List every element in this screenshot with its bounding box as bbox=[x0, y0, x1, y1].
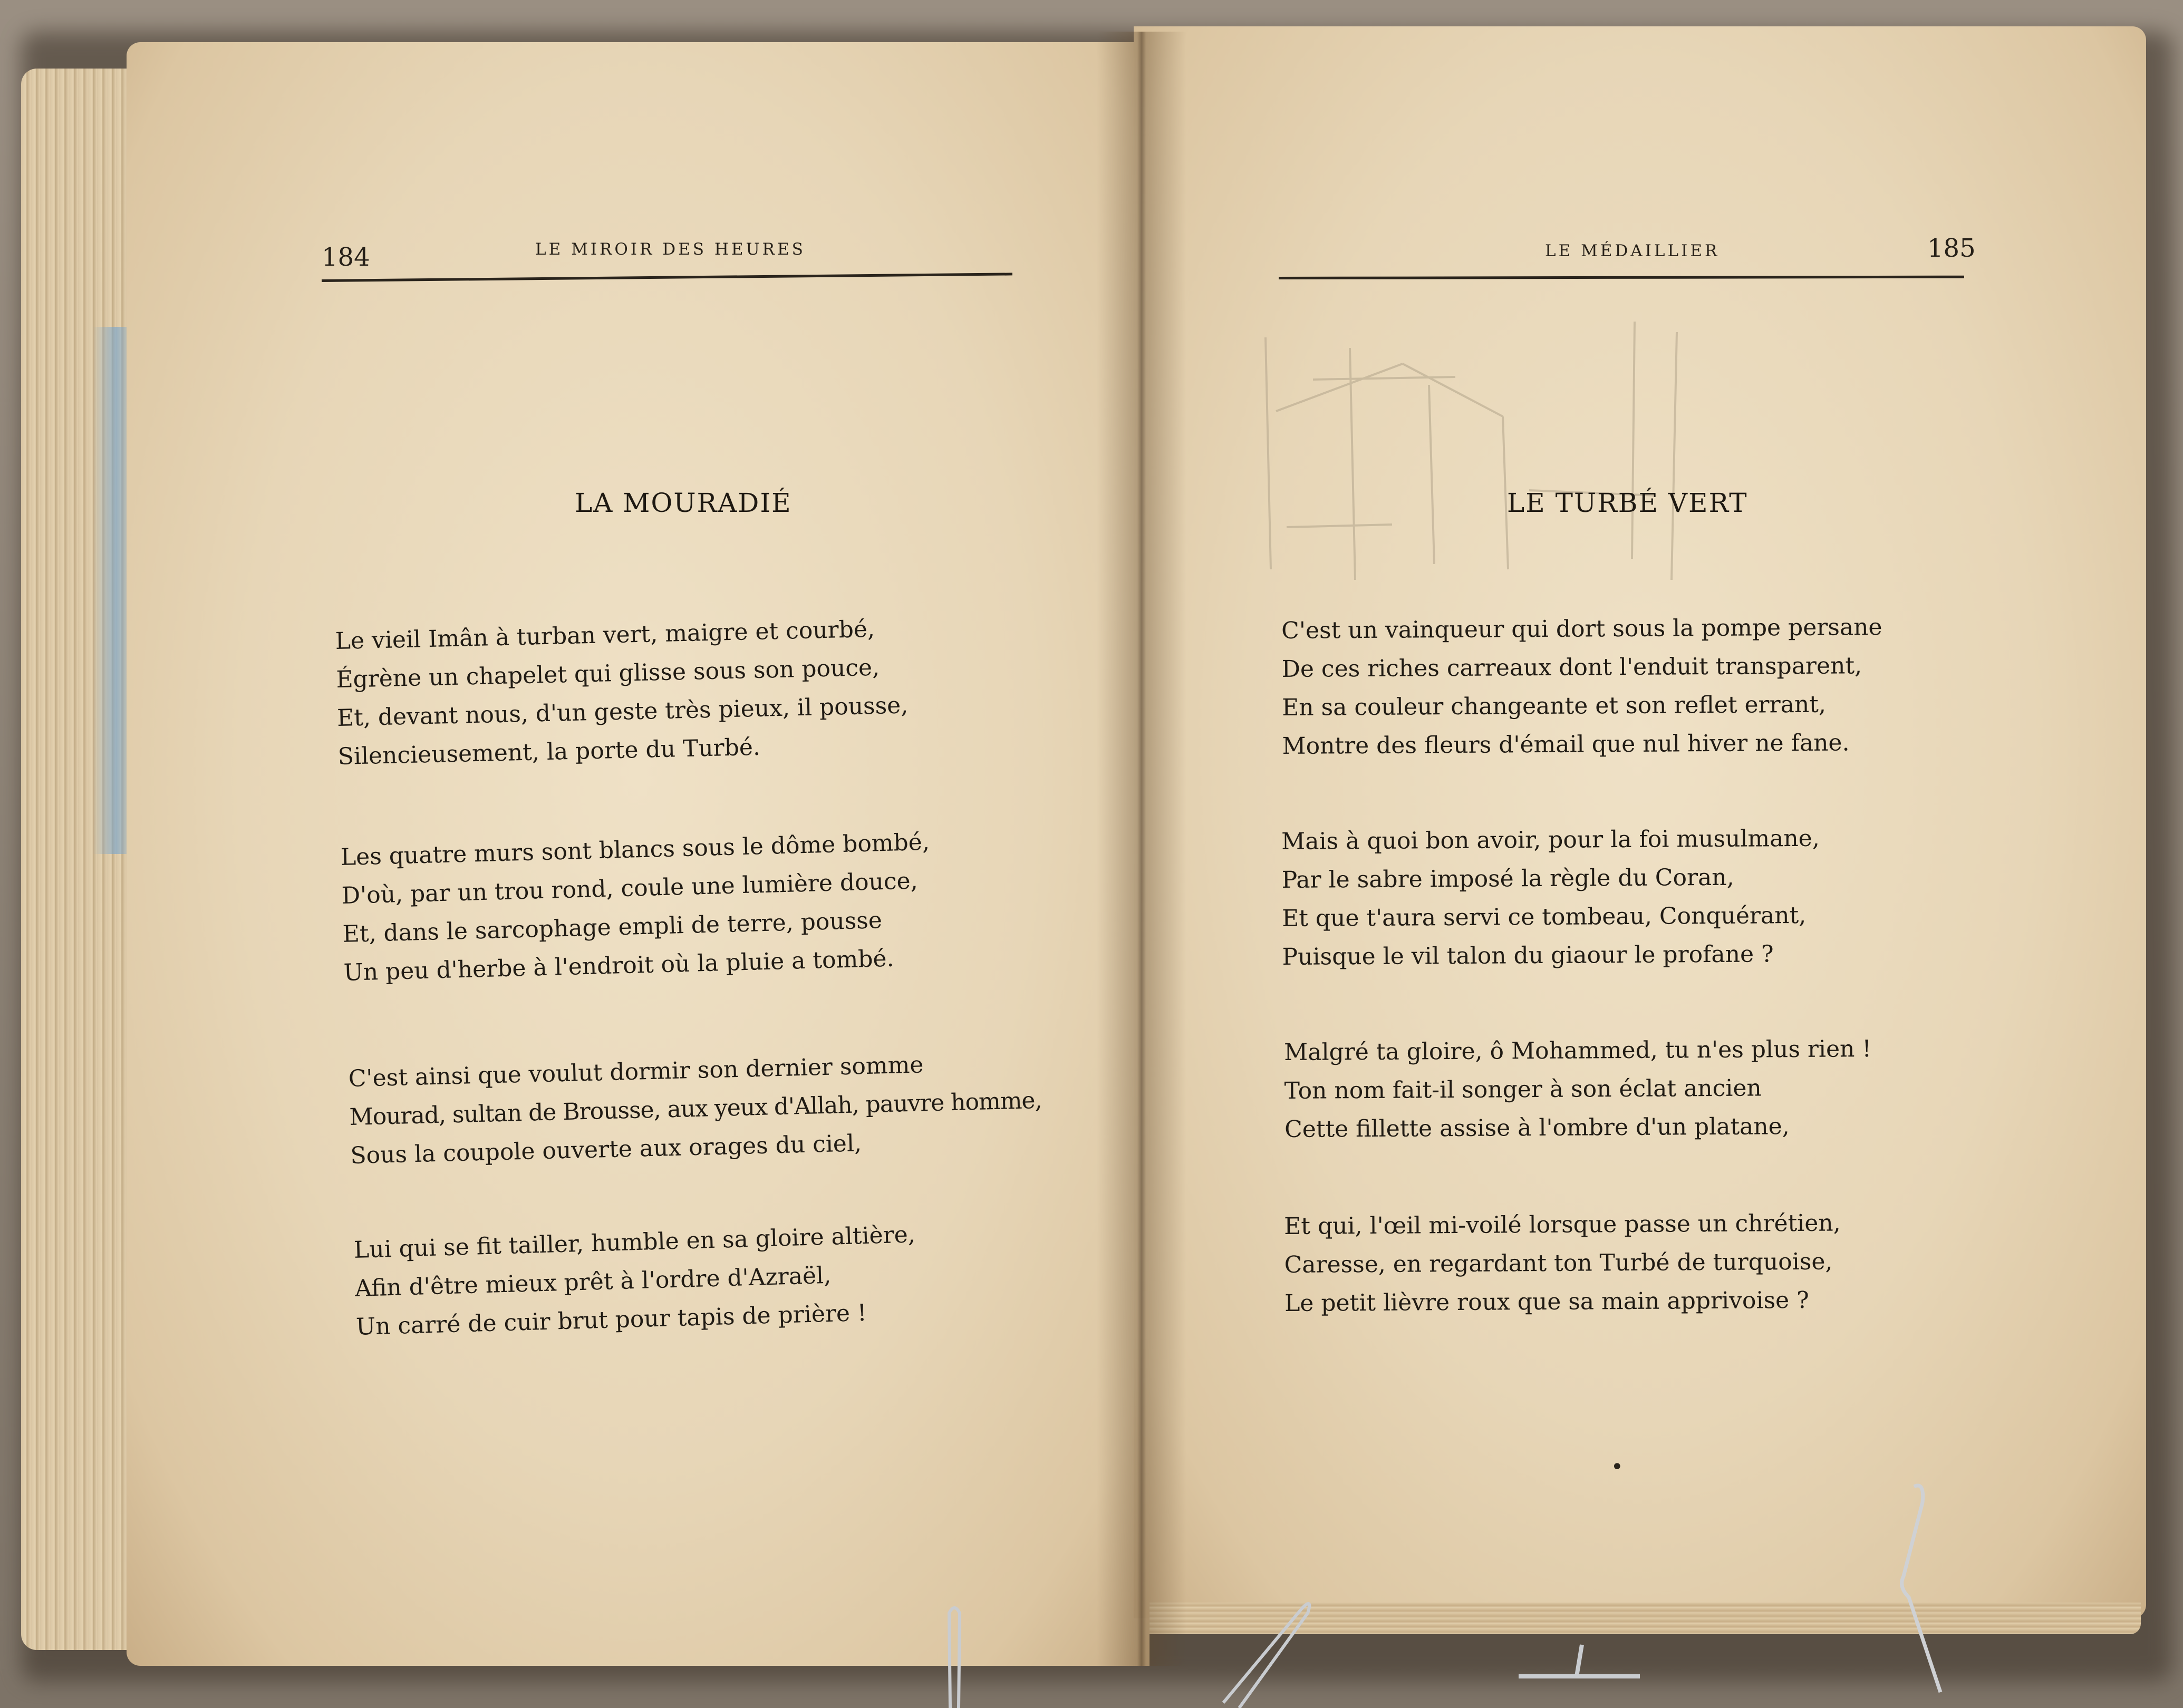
verse-line: Sous la coupole ouverte aux orages du ciel, bbox=[350, 1130, 862, 1169]
verse-line: Un carré de cuir brut pour tapis de prière ! bbox=[355, 1299, 867, 1341]
verse-line: De ces riches carreaux dont l'enduit transparent, bbox=[1281, 652, 1862, 683]
verse-line: Cette fillette assise à l'ombre d'un platane, bbox=[1284, 1113, 1790, 1143]
verse-line: Malgré ta gloire, ô Mohammed, tu n'es plus rien ! bbox=[1284, 1035, 1872, 1066]
verse-line: C'est un vainqueur qui dort sous la pompe persane bbox=[1281, 614, 1882, 644]
verse-line: En sa couleur changeante et son reflet errant, bbox=[1281, 691, 1827, 721]
verse-line: Mais à quoi bon avoir, pour la foi musulmane, bbox=[1281, 824, 1820, 855]
verse-line: Mourad, sultan de Brousse, aux yeux d'Allah, pauvre homme, bbox=[349, 1086, 1042, 1131]
paper-clip-bottom bbox=[1513, 1639, 1650, 1687]
verse-line: Ton nom fait-il songer à son éclat ancien bbox=[1284, 1074, 1762, 1104]
right-stanza-4 bbox=[1284, 1204, 1841, 1323]
verse-line: Silencieusement, la porte du Turbé. bbox=[337, 733, 761, 770]
verse-line: Et qui, l'œil mi-voilé lorsque passe un chrétien, bbox=[1284, 1209, 1841, 1240]
right-stanza-2 bbox=[1281, 819, 1820, 976]
left-stanza-4 bbox=[353, 1215, 918, 1346]
left-stanza-2 bbox=[340, 823, 933, 992]
left-stanza-3 bbox=[348, 1043, 1043, 1175]
right-poem-title: LE TURBÉ VERT bbox=[1507, 488, 1748, 518]
verse-line: Et, devant nous, d'un geste très pieux, il pousse, bbox=[336, 692, 909, 732]
right-running-title: LE MÉDAILLIER bbox=[1545, 241, 1720, 260]
right-stanza-3 bbox=[1284, 1030, 1872, 1149]
paper-clip-middle bbox=[1218, 1592, 1324, 1708]
left-page-number: 184 bbox=[322, 242, 370, 272]
paper-clip-right bbox=[1888, 1481, 1951, 1703]
verse-line: Le vieil Imân à turban vert, maigre et courbé, bbox=[335, 615, 875, 655]
verse-line: Égrène un chapelet qui glisse sous son pouce, bbox=[335, 654, 880, 693]
verse-line: Afin d'être mieux prêt à l'ordre d'Azraël, bbox=[354, 1261, 832, 1302]
left-running-title: LE MIROIR DES HEURES bbox=[535, 240, 806, 259]
verse-line: Puisque le vil talon du giaour le profane ? bbox=[1282, 940, 1774, 971]
pencil-sketch bbox=[1255, 316, 1761, 590]
verse-line: Lui qui se fit tailler, humble en sa gloire altière, bbox=[353, 1221, 916, 1264]
verse-line: Les quatre murs sont blancs sous le dôme bombé, bbox=[340, 828, 930, 871]
right-page-number: 185 bbox=[1927, 234, 1976, 263]
verse-line: Caresse, en regardant ton Turbé de turquoise, bbox=[1284, 1248, 1833, 1278]
verse-line: Par le sabre imposé la règle du Coran, bbox=[1281, 863, 1734, 894]
verse-line: Le petit lièvre roux que sa main apprivoise ? bbox=[1284, 1286, 1809, 1317]
verse-line: Un peu d'herbe à l'endroit où la pluie a tombé. bbox=[343, 945, 895, 986]
paper-clip-left bbox=[944, 1603, 965, 1708]
verse-line: Et que t'aura servi ce tombeau, Conquérant, bbox=[1281, 901, 1807, 932]
left-poem-title: LA MOURADIÉ bbox=[575, 488, 792, 518]
verse-line: C'est ainsi que voulut dormir son dernier somme bbox=[348, 1051, 924, 1092]
left-stanza-1 bbox=[335, 609, 910, 776]
verse-line: D'où, par un trou rond, coule une lumière douce, bbox=[341, 867, 919, 909]
book-gutter bbox=[1097, 32, 1186, 1666]
right-stanza-1 bbox=[1281, 608, 1883, 765]
verse-line: Et, dans le sarcophage empli de terre, pousse bbox=[342, 907, 883, 948]
end-ornament: • bbox=[1611, 1455, 1624, 1479]
verse-line: Montre des fleurs d'émail que nul hiver ne fane. bbox=[1282, 729, 1850, 760]
